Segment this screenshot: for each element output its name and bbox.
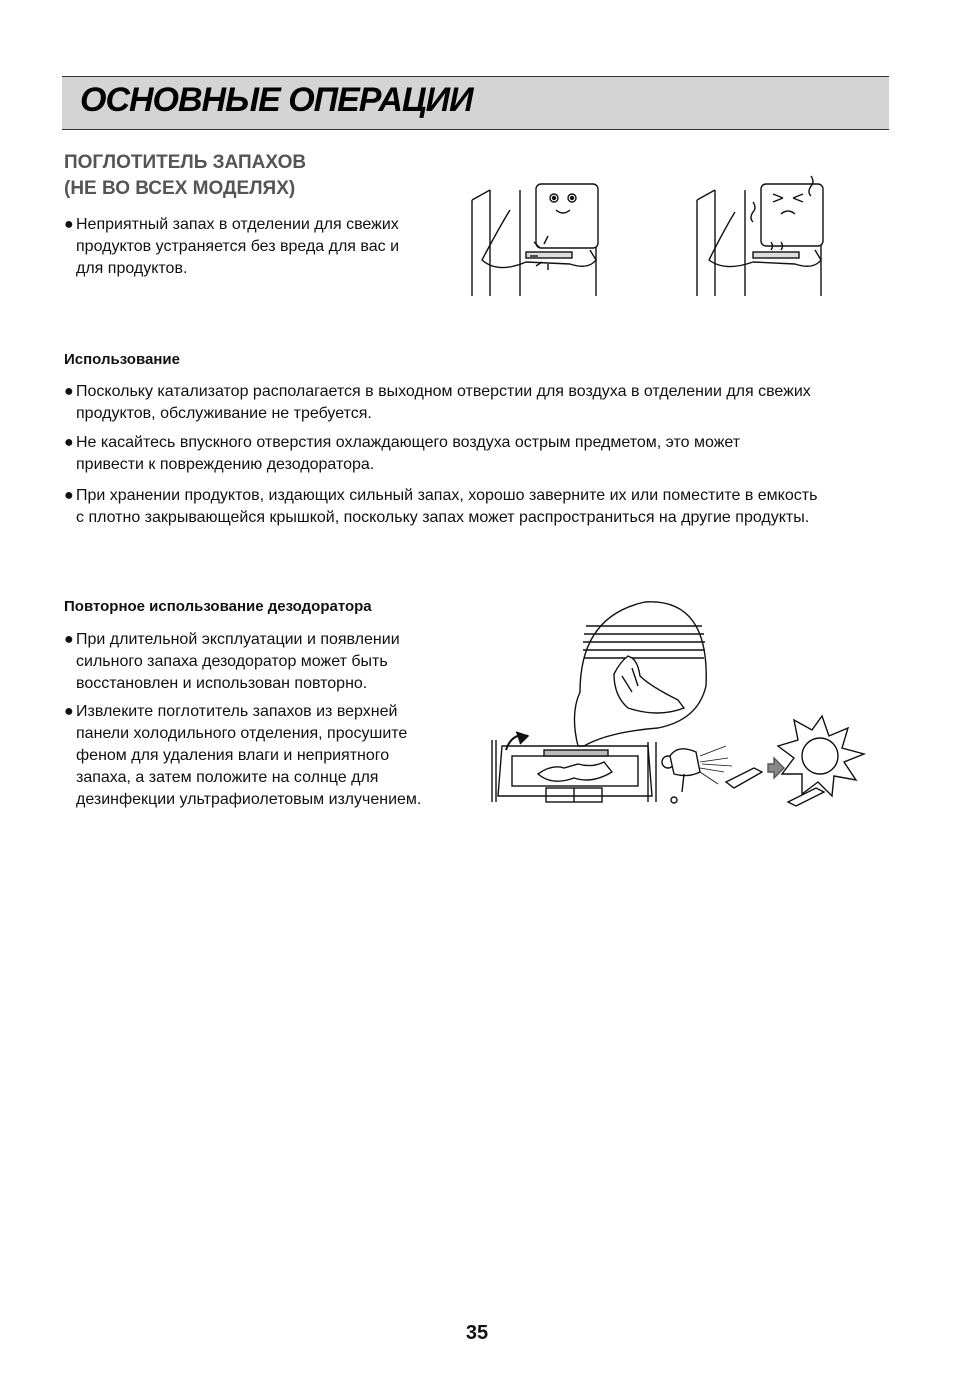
reuse-heading: Повторное использование дезодоратора <box>64 598 372 615</box>
section-title-line-1: ПОГЛОТИТЕЛЬ ЗАПАХОВ <box>64 152 307 173</box>
intro-bullet <box>64 214 444 280</box>
usage-bullet <box>64 432 894 476</box>
reuse-line: При длительной эксплуатации и появлении <box>76 631 400 648</box>
reuse-line: сильного запаха дезодоратор может быть <box>76 653 388 670</box>
intro-line: для продуктов. <box>76 260 188 277</box>
bullet-dot: ● <box>64 383 74 400</box>
usage-bullet <box>64 485 894 529</box>
reuse-line: дезинфекции ультрафиолетовым излучением. <box>76 791 422 808</box>
usage-line: Поскольку катализатор располагается в выходном отверстии для воздуха в отделении для свежих <box>76 383 811 400</box>
page-number: 35 <box>465 1322 489 1344</box>
reuse-line: панели холодильного отделения, просушите <box>76 725 408 742</box>
usage-line: привести к повреждению дезодоратора. <box>76 456 375 473</box>
reuse-bullet <box>64 629 464 695</box>
section-title-line-2: (НЕ ВО ВСЕХ МОДЕЛЯХ) <box>64 178 296 199</box>
reuse-line: феном для удаления влаги и неприятного <box>76 747 390 764</box>
bullet-dot: ● <box>64 487 74 504</box>
bullet-dot: ● <box>64 631 74 648</box>
usage-line: с плотно закрывающейся крышкой, поскольку запах может распространиться на другие продукты. <box>76 509 810 526</box>
section-title <box>64 150 306 202</box>
intro-line: продуктов устраняется без вреда для вас и <box>76 238 400 255</box>
fresh-fridge-illustration <box>470 178 610 298</box>
bullet-dot: ● <box>64 216 74 233</box>
reuse-bullet <box>64 701 464 811</box>
usage-line: При хранении продуктов, издающих сильный запах, хорошо заверните их или поместите в емкость <box>76 487 818 504</box>
intro-line: Неприятный запах в отделении для свежих <box>76 216 399 233</box>
reuse-line: запаха, а затем положите на солнце для <box>76 769 379 786</box>
reuse-line: Извлеките поглотитель запахов из верхней <box>76 703 398 720</box>
header-band <box>62 76 889 130</box>
reuse-line: восстановлен и использован повторно. <box>76 675 368 692</box>
page-title: ОСНОВНЫЕ ОПЕРАЦИИ <box>80 81 473 119</box>
odor-fridge-illustration <box>695 172 855 298</box>
usage-bullet <box>64 381 894 425</box>
usage-line: продуктов, обслуживание не требуется. <box>76 405 372 422</box>
bullet-dot: ● <box>64 434 74 451</box>
usage-line: Не касайтесь впускного отверстия охлаждающего воздуха острым предметом, это может <box>76 434 741 451</box>
usage-heading: Использование <box>64 351 180 368</box>
deodorizer-reuse-illustration <box>488 596 880 808</box>
bullet-dot: ● <box>64 703 74 720</box>
